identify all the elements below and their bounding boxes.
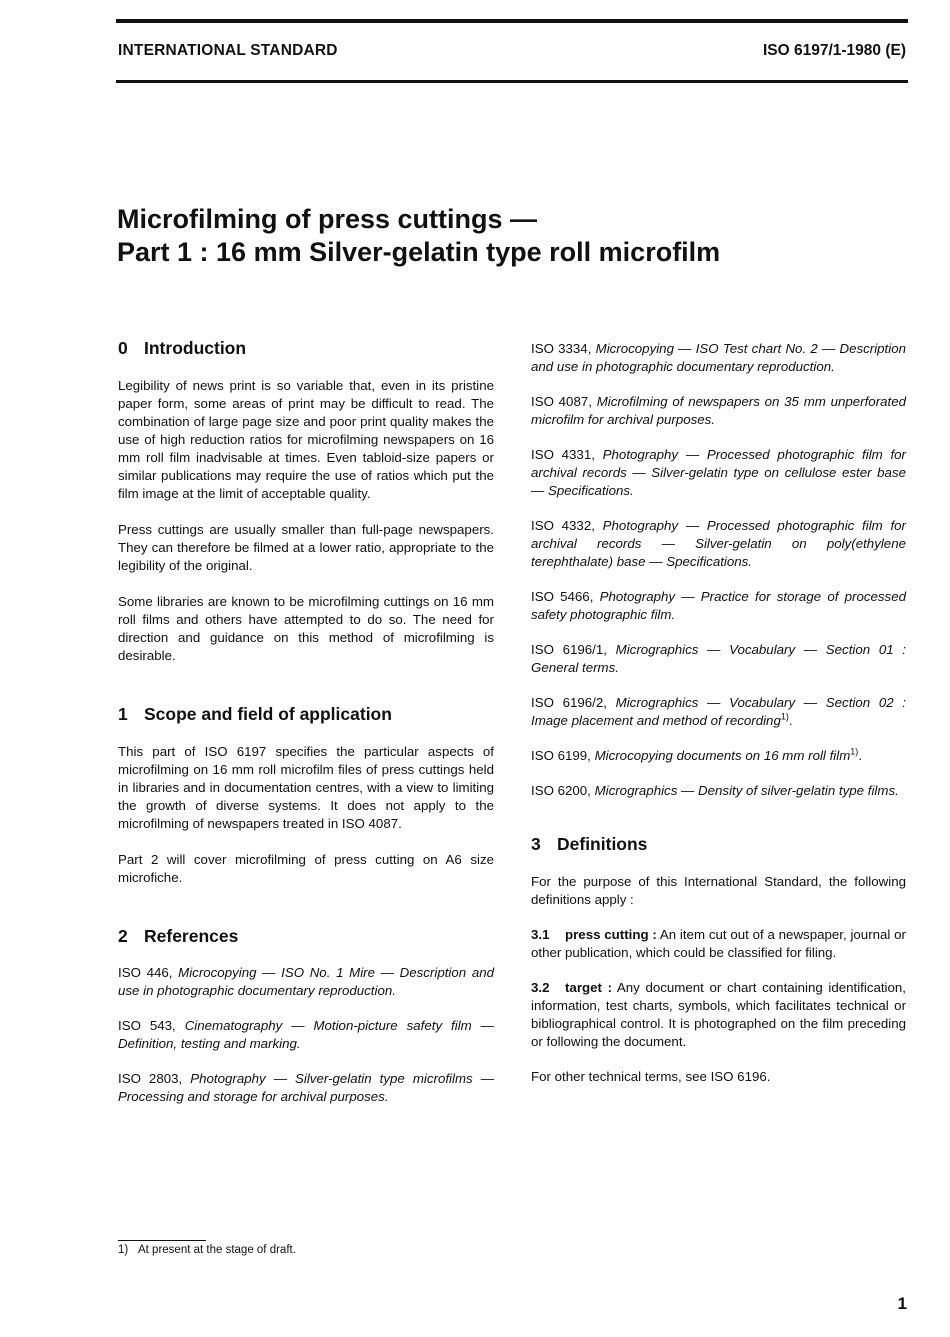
reference-item: ISO 446, Microcopying — ISO No. 1 Mire — Description and use in photographic documentary reproduction. bbox=[118, 965, 495, 998]
definitions-closing: For other technical terms, see ISO 6196. bbox=[531, 1069, 771, 1084]
title-line-2: Part 1 : 16 mm Silver-gelatin type roll microfilm bbox=[117, 237, 721, 267]
definition-item: 3.1 press cutting : An item cut out of a newspaper, journal or other publication, which could be classified for filing. bbox=[531, 927, 906, 960]
right-column bbox=[531, 337, 906, 1086]
page-number: 1 bbox=[897, 1294, 907, 1313]
footnote-mark: 1) bbox=[118, 1244, 129, 1256]
header-standard-number: ISO 6197/1-1980 (E) bbox=[762, 42, 906, 59]
intro-paragraph-2: Press cuttings are usually smaller than full-page newspapers. They can therefore be filmed at a lower ratio, appropriate to the legibility of the original. bbox=[118, 522, 494, 573]
reference-item: ISO 4331, Photography — Processed photographic film for archival records — Silver-gelatin type on cellulose ester base — Specifications. bbox=[531, 447, 906, 498]
header-standard-label: INTERNATIONAL STANDARD bbox=[118, 42, 338, 59]
reference-item: ISO 6196/2, Micrographics — Vocabulary — Section 02 : Image placement and method of recording$^{1)}$. bbox=[531, 695, 906, 728]
section-title: References bbox=[144, 926, 239, 946]
section-number: 3 bbox=[531, 834, 541, 854]
definition-item: 3.2 target : Any document or chart containing identification, information, test charts, symbols, which facilitates technical or bibliographical control. It is photographed on the film preceding or following the document. bbox=[531, 980, 906, 1049]
section-title: Introduction bbox=[144, 338, 247, 358]
document-title bbox=[117, 203, 720, 269]
section-2-heading bbox=[118, 925, 494, 947]
left-column bbox=[118, 337, 494, 1106]
reference-item: ISO 6200, Micrographics — Density of silver-gelatin type films. bbox=[531, 783, 899, 798]
reference-item: ISO 5466, Photography — Practice for storage of processed safety photographic film. bbox=[531, 589, 906, 622]
footnote bbox=[118, 1244, 296, 1256]
section-number: 1 bbox=[118, 704, 128, 724]
section-title: Definitions bbox=[557, 834, 648, 854]
reference-item: ISO 4087, Microfilming of newspapers on 35 mm unperforated microfilm for archival purposes. bbox=[531, 394, 906, 427]
section-1-heading bbox=[118, 703, 494, 725]
reference-list-left bbox=[118, 964, 494, 1106]
footnote-ref: 1) bbox=[850, 746, 859, 757]
intro-paragraph-3: Some libraries are known to be microfilming cuttings on 16 mm roll films and others have attempted to do so. The need for direction and guidance on this method of microfilming is desirable. bbox=[118, 594, 494, 663]
reference-item: ISO 2803, Photography — Silver-gelatin type microfilms — Processing and storage for archival purposes. bbox=[118, 1071, 495, 1104]
scope-paragraph-2: Part 2 will cover microfilming of press cutting on A6 size microfiche. bbox=[118, 852, 494, 885]
section-number: 2 bbox=[118, 926, 128, 946]
reference-item: ISO 543, Cinematography — Motion-picture safety film — Definition, testing and marking. bbox=[118, 1018, 494, 1051]
footnote-rule bbox=[118, 1240, 206, 1241]
header-bottom-rule bbox=[116, 80, 908, 83]
section-number: 0 bbox=[118, 338, 128, 358]
reference-item: ISO 6196/1, Micrographics — Vocabulary — Section 01 : General terms. bbox=[531, 642, 906, 675]
reference-item: ISO 4332, Photography — Processed photographic film for archival records — Silver-gelatin on poly(ethylene terephthalate) base — Specifications. bbox=[531, 518, 906, 569]
definitions-intro: For the purpose of this International Standard, the following definitions apply : bbox=[531, 874, 906, 907]
section-title: Scope and field of application bbox=[144, 704, 392, 724]
footnote-text: At present at the stage of draft. bbox=[138, 1244, 296, 1256]
section-3-heading bbox=[531, 833, 906, 855]
section-0-heading bbox=[118, 337, 494, 359]
intro-paragraph-1: Legibility of news print is so variable that, even in its pristine paper form, some areas of print may be difficult to read. The combination of large page size and poor print quality makes the use of high reduction ratios for microfilming newspapers on 16 mm roll film inadvisable at times. Even tabloid-size papers or similar publications may require the use of ratios which put the film image at the limit of acceptable quality. bbox=[118, 378, 494, 501]
scope-paragraph-1: This part of ISO 6197 specifies the particular aspects of microfilming on 16 mm roll microfilm files of press cuttings held in libraries and in documentation centres, with a view to limiting the growth of diverse systems. It does not apply to the microfilming of newspapers treated in ISO 4087. bbox=[118, 744, 494, 831]
reference-item: ISO 3334, Microcopying — ISO Test chart No. 2 — Description and use in photographic documentary reproduction. bbox=[531, 341, 906, 374]
reference-item: ISO 6199, Microcopying documents on 16 mm roll film$^{1)}$. bbox=[531, 746, 862, 763]
title-line-1: Microfilming of press cuttings — bbox=[117, 204, 538, 234]
header-top-rule bbox=[116, 19, 908, 23]
footnote-ref: 1) bbox=[780, 711, 789, 722]
reference-list-right bbox=[531, 340, 906, 800]
